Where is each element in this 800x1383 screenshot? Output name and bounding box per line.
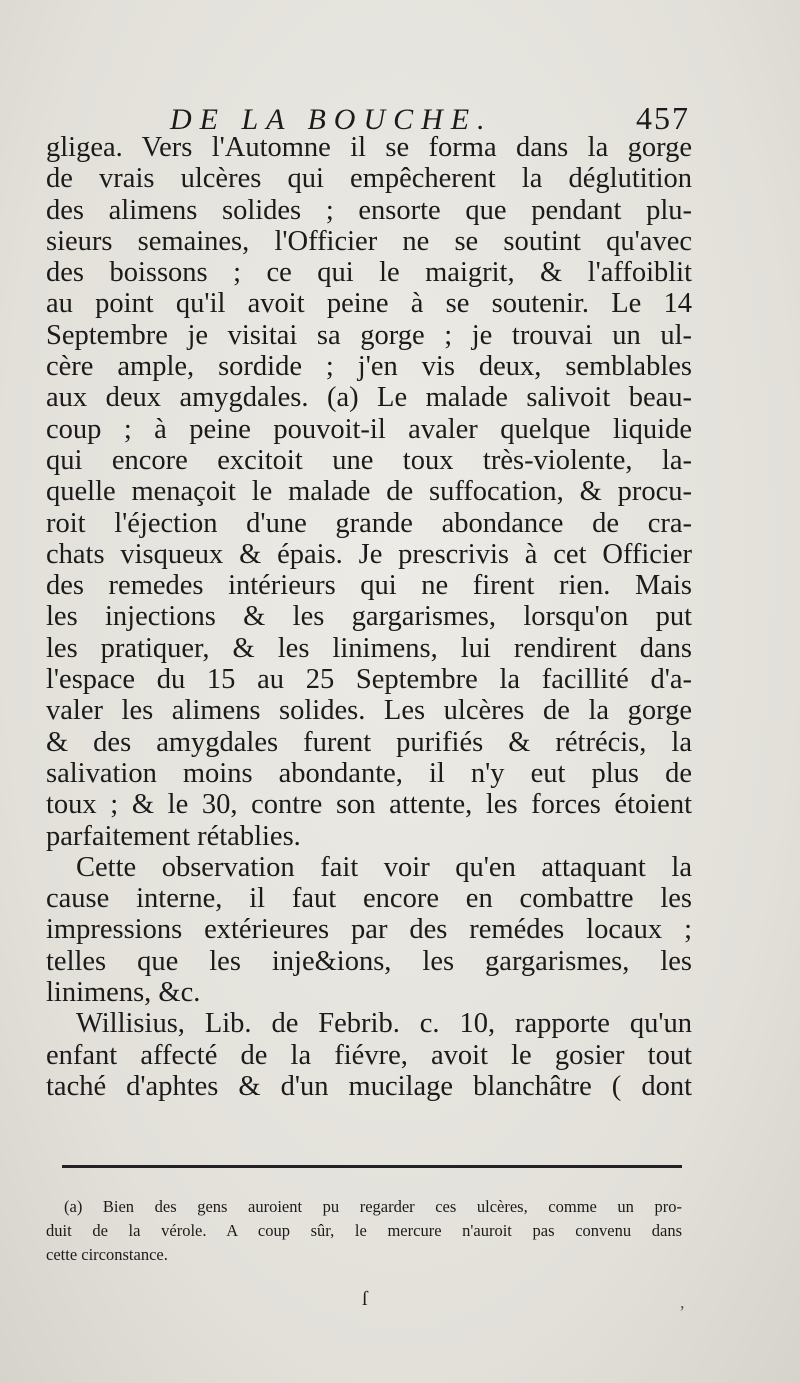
text-line: enfant affecté de la fiévre, avoit le gosier tout [46,1039,692,1071]
text-line: l'espace du 15 au 25 Septembre la facillité d'a- [46,664,692,696]
body-text [46,132,692,1102]
text-line: Willisius, Lib. de Febrib. c. 10, rapporte qu'un [76,1008,692,1040]
footnote-line: (a) Bien des gens auroient pu regarder ces ulcères, comme un pro- [64,1197,682,1216]
text-line: sieurs semaines, l'Officier ne se soutint qu'avec [46,225,692,257]
text-line: telles que les inje&ions, les gargarismes, les [46,945,692,977]
text-line: les injections & les gargarismes, lorsqu'on put [46,601,692,633]
text-line: chats visqueux & épais. Je prescrivis à cet Officier [46,538,692,570]
text-line: parfaitement rétablies. [46,820,301,852]
text-line: taché d'aphtes & d'un mucilage blanchâtre ( dont [46,1070,692,1102]
text-line: qui encore excitoit une toux très-violente, la- [46,444,692,476]
text-line: salivation moins abondante, il n'y eut plus de [46,757,692,789]
footnote [46,1195,682,1267]
text-line: cère ample, sordide ; j'en vis deux, semblables [46,351,692,383]
text-line: de vrais ulcères qui empêcherent la déglutition [46,163,692,195]
text-line: coup ; à peine pouvoit-il avaler quelque liquide [46,413,692,445]
footnote-line: cette circonstance. [46,1245,168,1264]
margin-mark: , [680,1292,685,1312]
text-line: toux ; & le 30, contre son attente, les forces étoient [46,789,692,821]
text-line: des remedes intérieurs qui ne firent rien. Mais [46,570,692,602]
footnote-divider [62,1165,682,1168]
signature-mark: ſ [362,1288,368,1310]
text-line: les pratiquer, & les linimens, lui rendirent dans [46,632,692,664]
text-line: & des amygdales furent purifiés & rétrécis, la [46,726,692,758]
text-line: gligea. Vers l'Automne il se forma dans la gorge [46,132,692,163]
text-line: quelle menaçoit le malade de suffocation, & procu- [46,476,692,508]
text-line: au point qu'il avoit peine à se soutenir. Le 14 [46,288,692,320]
text-line: cause interne, il faut encore en combattre les [46,883,692,915]
text-line: valer les alimens solides. Les ulcères de la gorge [46,695,692,727]
text-line: Cette observation fait voir qu'en attaquant la [76,851,692,883]
running-title: DE LA BOUCHE. [170,103,493,136]
text-line: roit l'éjection d'une grande abondance de cra- [46,507,692,539]
text-line: des boissons ; ce qui le maigrit, & l'affoiblit [46,257,692,289]
text-line: des alimens solides ; ensorte que pendant plu- [46,194,692,226]
text-line: linimens, &c. [46,977,201,1009]
text-line: Septembre je visitai sa gorge ; je trouvai un ul- [46,319,692,351]
text-line: aux deux amygdales. (a) Le malade salivoit beau- [46,382,692,414]
page-number: 457 [636,100,690,136]
text-line: impressions extérieures par des remédes locaux ; [46,914,692,946]
footnote-line: duit de la vérole. A coup sûr, le mercure n'auroit pas convenu dans [46,1221,682,1240]
